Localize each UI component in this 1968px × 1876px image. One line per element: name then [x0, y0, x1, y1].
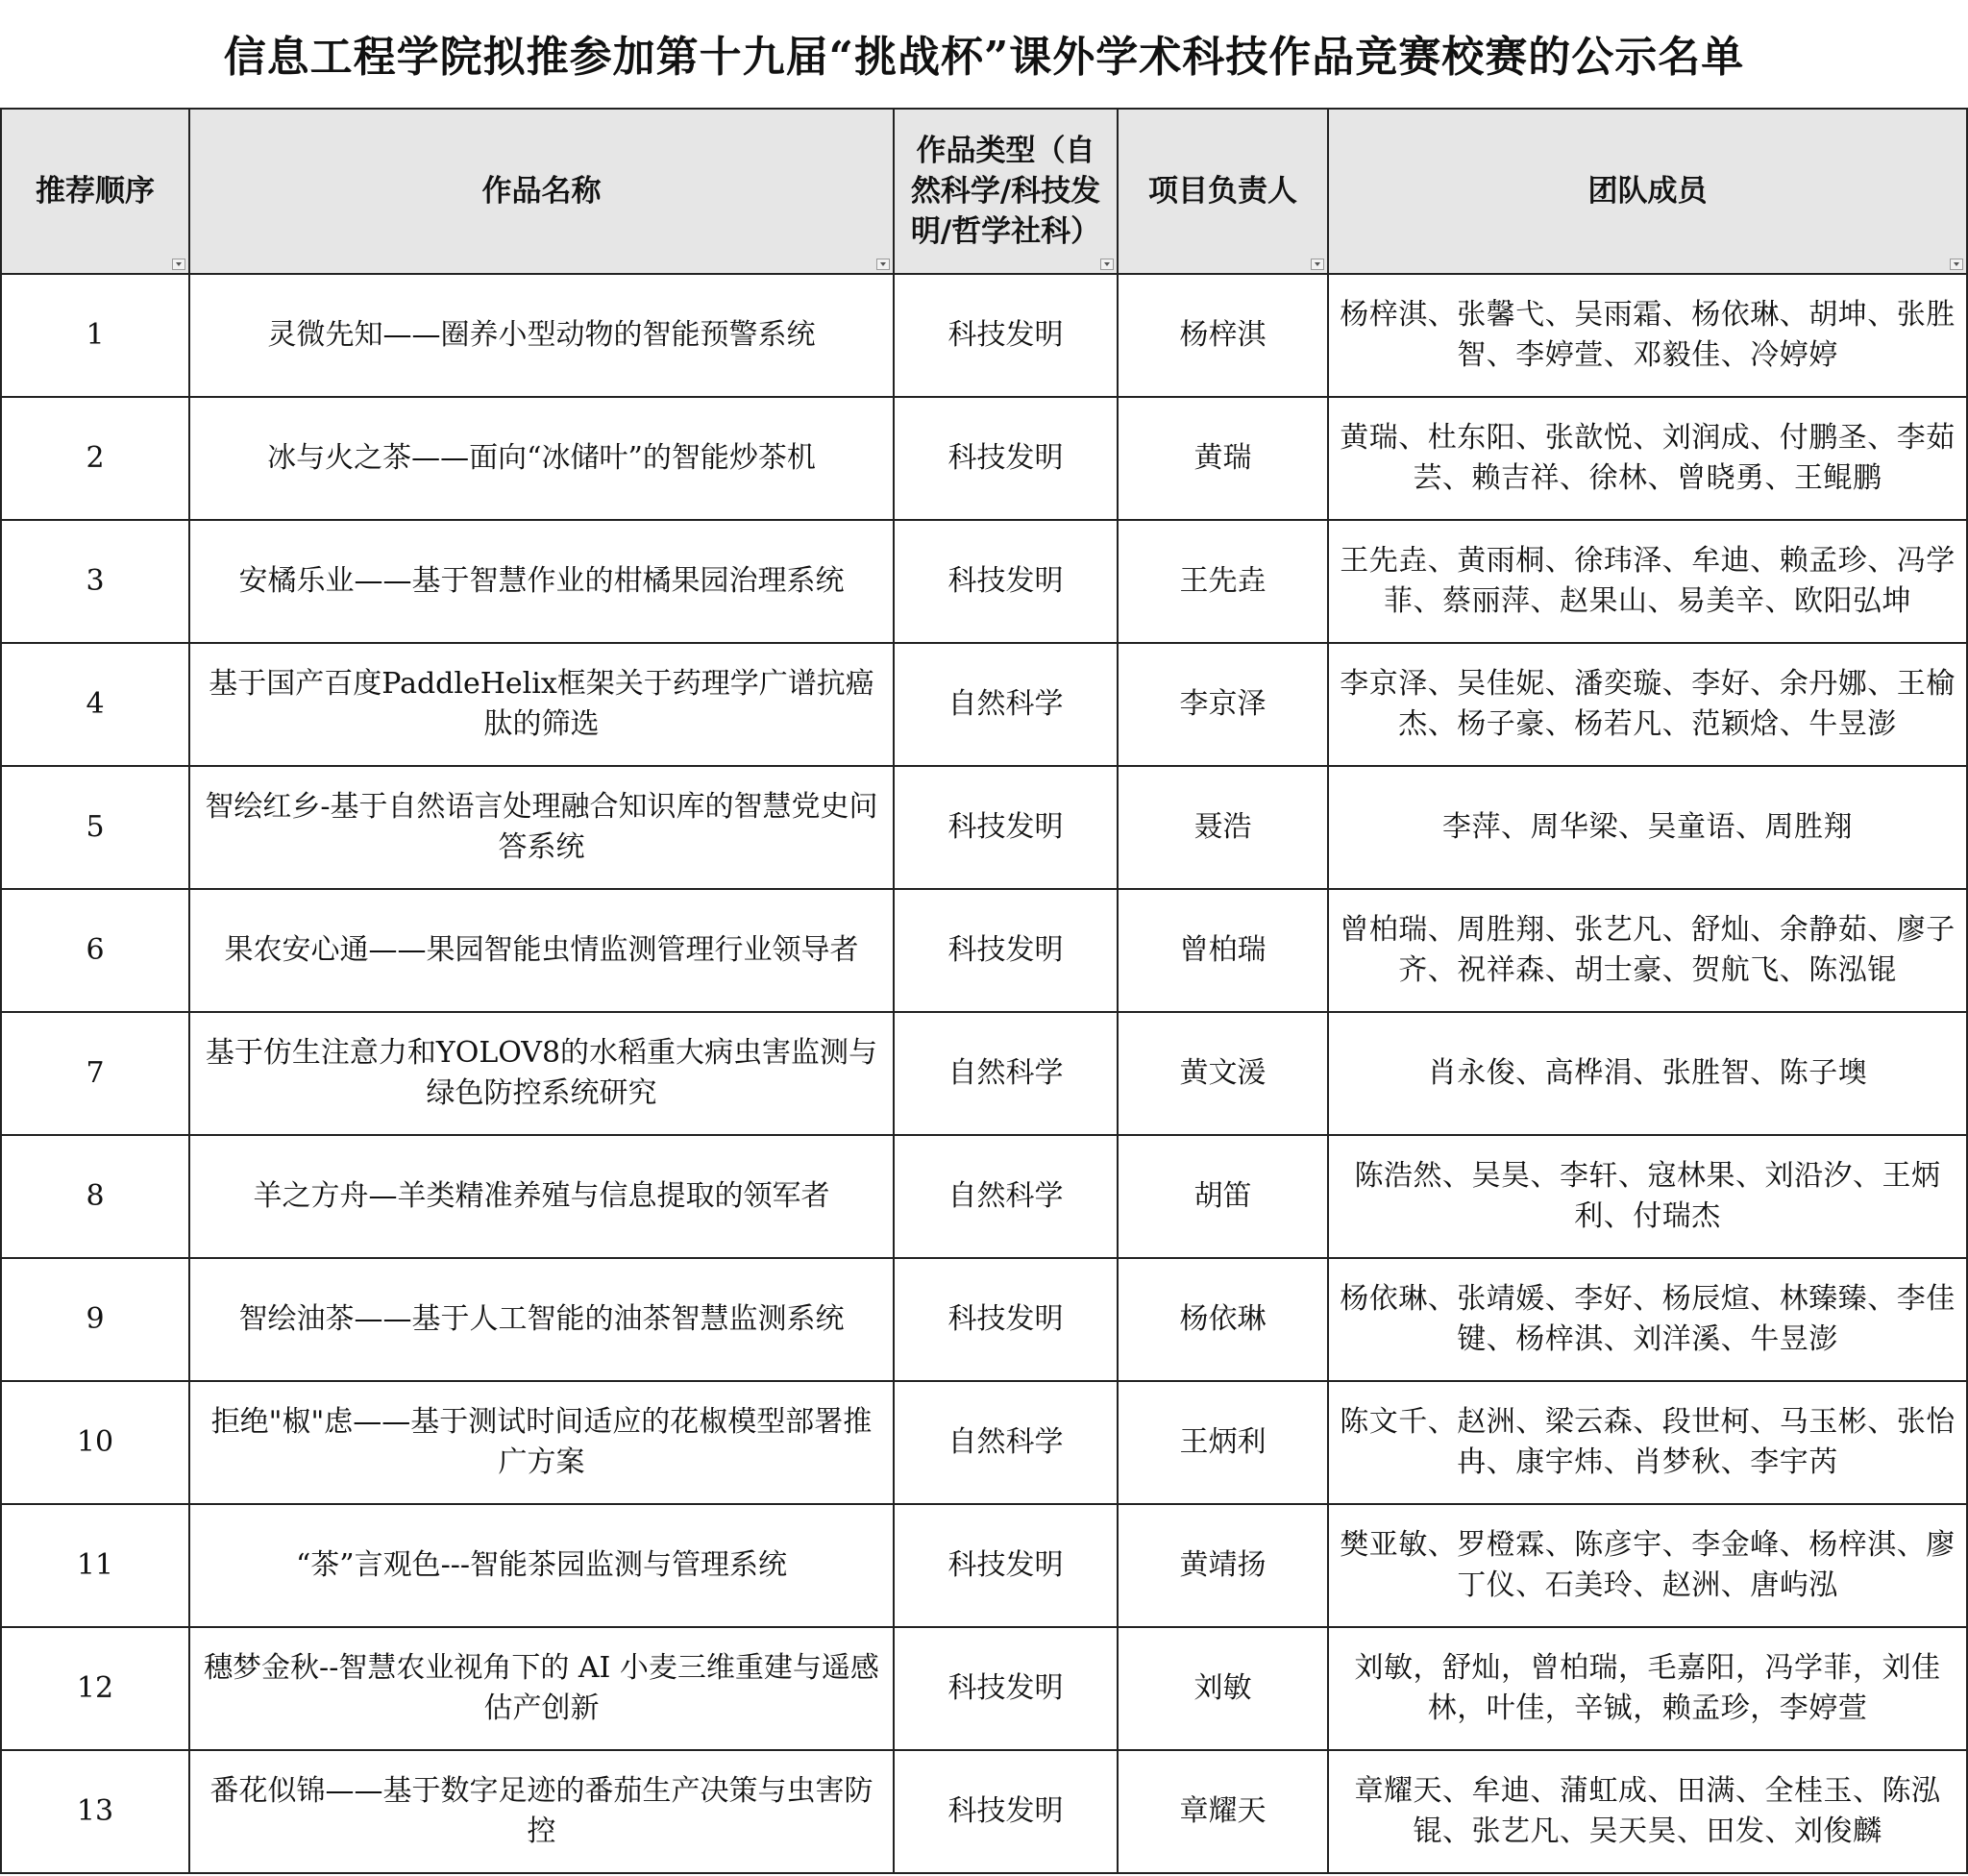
- cell-leader: 刘敏: [1118, 1627, 1328, 1750]
- cell-leader: 黄文湲: [1118, 1012, 1328, 1135]
- table-row: [1, 643, 1967, 766]
- cell-order: 4: [1, 643, 189, 766]
- cell-work-name: 基于仿生注意力和YOLOV8的水稻重大病虫害监测与绿色防控系统研究: [189, 1012, 894, 1135]
- table-row: [1, 1750, 1967, 1873]
- cell-work-type: 科技发明: [894, 520, 1118, 643]
- header-work-type-label: 作品类型（自然科学/科技发明/哲学社科）: [910, 134, 1101, 249]
- cell-leader: 王先垚: [1118, 520, 1328, 643]
- cell-work-type: 科技发明: [894, 889, 1118, 1012]
- cell-order: 13: [1, 1750, 189, 1873]
- cell-members: 肖永俊、高桦涓、张胜智、陈子墺: [1328, 1012, 1967, 1135]
- header-order: [1, 109, 189, 274]
- cell-work-name: 智绘红乡-基于自然语言处理融合知识库的智慧党史问答系统: [189, 766, 894, 889]
- header-work-name: [189, 109, 894, 274]
- cell-members: 陈浩然、吴昊、李轩、寇林果、刘沿汐、王炳利、付瑞杰: [1328, 1135, 1967, 1258]
- cell-members: 刘敏，舒灿，曾柏瑞，毛嘉阳，冯学菲，刘佳林，叶佳，辛铖，赖孟珍，李婷萱: [1328, 1627, 1967, 1750]
- cell-work-type: 自然科学: [894, 1135, 1118, 1258]
- cell-work-type: 科技发明: [894, 1258, 1118, 1381]
- page-title: 信息工程学院拟推参加第十九届“挑战杯”课外学术科技作品竞赛校赛的公示名单: [223, 33, 1745, 82]
- cell-order: 10: [1, 1381, 189, 1504]
- cell-work-name: 基于国产百度PaddleHelix框架关于药理学广谱抗癌肽的筛选: [189, 643, 894, 766]
- cell-members: 曾柏瑞、周胜翔、张艺凡、舒灿、余静茹、廖子齐、祝祥森、胡士豪、贺航飞、陈泓锟: [1328, 889, 1967, 1012]
- cell-work-type: 科技发明: [894, 1504, 1118, 1627]
- cell-leader: 曾柏瑞: [1118, 889, 1328, 1012]
- cell-members: 杨梓淇、张馨弋、吴雨霜、杨依琳、胡坤、张胜智、李婷萱、邓毅佳、冷婷婷: [1328, 274, 1967, 397]
- table-row: [1, 397, 1967, 520]
- cell-order: 9: [1, 1258, 189, 1381]
- cell-order: 6: [1, 889, 189, 1012]
- table-row: [1, 766, 1967, 889]
- cell-work-name: 冰与火之茶——面向“冰储叶”的智能炒茶机: [189, 397, 894, 520]
- cell-members: 樊亚敏、罗橙霖、陈彦宇、李金峰、杨梓淇、廖丁仪、石美玲、赵洲、唐屿泓: [1328, 1504, 1967, 1627]
- table-body: [1, 274, 1967, 1873]
- nomination-table: [0, 108, 1968, 1874]
- cell-members: 杨依琳、张靖媛、李好、杨辰煊、林臻臻、李佳键、杨梓淇、刘洋溪、牛昱澎: [1328, 1258, 1967, 1381]
- cell-order: 11: [1, 1504, 189, 1627]
- cell-work-type: 自然科学: [894, 1012, 1118, 1135]
- cell-members: 黄瑞、杜东阳、张歆悦、刘润成、付鹏圣、李茹芸、赖吉祥、徐林、曾晓勇、王鲲鹏: [1328, 397, 1967, 520]
- cell-work-type: 科技发明: [894, 274, 1118, 397]
- cell-members: 陈文千、赵洲、梁云森、段世柯、马玉彬、张怡冉、康宇炜、肖梦秋、李宇芮: [1328, 1381, 1967, 1504]
- header-leader: [1118, 109, 1328, 274]
- cell-work-name: 灵微先知——圈养小型动物的智能预警系统: [189, 274, 894, 397]
- filter-dropdown-icon[interactable]: [172, 259, 185, 270]
- cell-members: 王先垚、黄雨桐、徐玮泽、牟迪、赖孟珍、冯学菲、蔡丽萍、赵果山、易美辛、欧阳弘坤: [1328, 520, 1967, 643]
- cell-members: 章耀天、牟迪、蒲虹成、田满、全桂玉、陈泓锟、张艺凡、吴天昊、田发、刘俊麟: [1328, 1750, 1967, 1873]
- cell-work-name: 拒绝"椒"虑——基于测试时间适应的花椒模型部署推广方案: [189, 1381, 894, 1504]
- cell-leader: 聂浩: [1118, 766, 1328, 889]
- cell-leader: 李京泽: [1118, 643, 1328, 766]
- cell-order: 2: [1, 397, 189, 520]
- table-row: [1, 1504, 1967, 1627]
- header-work-name-label: 作品名称: [481, 174, 602, 209]
- header-order-label: 推荐顺序: [36, 174, 155, 209]
- cell-work-type: 自然科学: [894, 643, 1118, 766]
- cell-order: 3: [1, 520, 189, 643]
- cell-leader: 王炳利: [1118, 1381, 1328, 1504]
- cell-work-name: 羊之方舟—羊类精准养殖与信息提取的领军者: [189, 1135, 894, 1258]
- table-row: [1, 889, 1967, 1012]
- cell-order: 7: [1, 1012, 189, 1135]
- cell-order: 5: [1, 766, 189, 889]
- table-row: [1, 1135, 1967, 1258]
- cell-work-name: “茶”言观色---智能茶园监测与管理系统: [189, 1504, 894, 1627]
- filter-dropdown-icon[interactable]: [1311, 259, 1324, 270]
- table-row: [1, 1012, 1967, 1135]
- cell-work-name: 安橘乐业——基于智慧作业的柑橘果园治理系统: [189, 520, 894, 643]
- cell-work-name: 智绘油茶——基于人工智能的油茶智慧监测系统: [189, 1258, 894, 1381]
- cell-work-type: 科技发明: [894, 1627, 1118, 1750]
- header-members: [1328, 109, 1967, 274]
- cell-work-type: 科技发明: [894, 397, 1118, 520]
- filter-dropdown-icon[interactable]: [1100, 259, 1114, 270]
- cell-members: 李京泽、吴佳妮、潘奕璇、李好、余丹娜、王榆杰、杨子豪、杨若凡、范颖焓、牛昱澎: [1328, 643, 1967, 766]
- cell-order: 12: [1, 1627, 189, 1750]
- table-row: [1, 1627, 1967, 1750]
- cell-leader: 杨梓淇: [1118, 274, 1328, 397]
- table-row: [1, 1381, 1967, 1504]
- cell-leader: 黄瑞: [1118, 397, 1328, 520]
- cell-work-type: 科技发明: [894, 1750, 1118, 1873]
- cell-work-type: 自然科学: [894, 1381, 1118, 1504]
- cell-leader: 杨依琳: [1118, 1258, 1328, 1381]
- table-row: [1, 274, 1967, 397]
- cell-leader: 章耀天: [1118, 1750, 1328, 1873]
- cell-work-name: 果农安心通——果园智能虫情监测管理行业领导者: [189, 889, 894, 1012]
- filter-dropdown-icon[interactable]: [1950, 259, 1963, 270]
- cell-order: 1: [1, 274, 189, 397]
- cell-order: 8: [1, 1135, 189, 1258]
- header-leader-label: 项目负责人: [1148, 174, 1297, 209]
- cell-work-name: 番花似锦——基于数字足迹的番茄生产决策与虫害防控: [189, 1750, 894, 1873]
- cell-leader: 黄靖扬: [1118, 1504, 1328, 1627]
- cell-work-type: 科技发明: [894, 766, 1118, 889]
- filter-dropdown-icon[interactable]: [876, 259, 890, 270]
- header-work-type: [894, 109, 1118, 274]
- header-row: [1, 109, 1967, 274]
- cell-work-name: 穗梦金秋--智慧农业视角下的 AI 小麦三维重建与遥感估产创新: [189, 1627, 894, 1750]
- cell-leader: 胡笛: [1118, 1135, 1328, 1258]
- table-row: [1, 520, 1967, 643]
- header-members-label: 团队成员: [1587, 174, 1708, 209]
- cell-members: 李萍、周华梁、吴童语、周胜翔: [1328, 766, 1967, 889]
- table-row: [1, 1258, 1967, 1381]
